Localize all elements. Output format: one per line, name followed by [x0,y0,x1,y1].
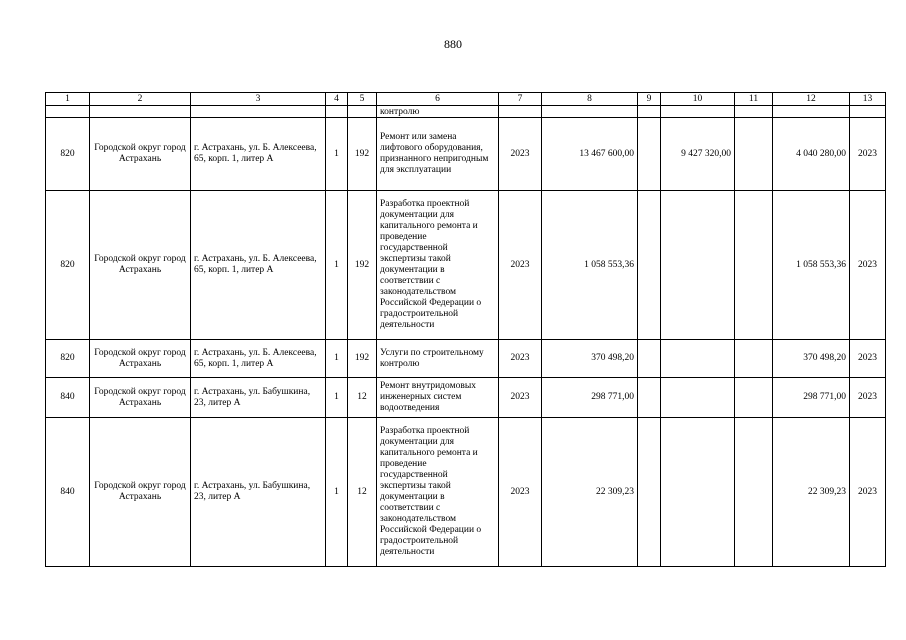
year: 2023 [499,340,542,378]
column-header: 1 [46,93,90,106]
row-number: 840 [46,418,90,567]
column-header: 10 [661,93,735,106]
col-10 [661,340,735,378]
col-4: 1 [326,118,348,191]
col-9 [638,191,661,340]
completion-year: 2023 [850,191,886,340]
table-row [46,340,886,378]
total-cost: 370 498,20 [542,340,638,378]
col-4: 1 [326,340,348,378]
col-5: 192 [348,118,377,191]
address: г. Астрахань, ул. Б. Алексеева, 65, корп. 1, литер А [191,118,326,191]
col-11 [735,118,773,191]
year: 2023 [499,378,542,418]
work-type: Услуги по строительному контролю [377,340,499,378]
completion-year: 2023 [850,378,886,418]
col-12: 298 771,00 [773,378,850,418]
col-11 [735,378,773,418]
col-4: 1 [326,191,348,340]
table-row [46,118,886,191]
col-12: 370 498,20 [773,340,850,378]
col-12: 4 040 280,00 [773,118,850,191]
col-10 [661,418,735,567]
address: г. Астрахань, ул. Б. Алексеева, 65, корп. 1, литер А [191,340,326,378]
row-number: 840 [46,378,90,418]
column-header: 5 [348,93,377,106]
col-11 [735,418,773,567]
row-number: 820 [46,191,90,340]
year: 2023 [499,418,542,567]
year: 2023 [499,118,542,191]
table-row [46,191,886,340]
table-row [46,418,886,567]
municipality: Городской округ город Астрахань [90,378,191,418]
column-header: 11 [735,93,773,106]
col-5: 12 [348,378,377,418]
work-type: Разработка проектной документации для капитального ремонта и проведение государственной экспертизы такой документации в соответствии с законодательством Российской Федерации о градостроительной деятельности [377,418,499,567]
col-12: 1 058 553,36 [773,191,850,340]
table-row [46,378,886,418]
total-cost: 298 771,00 [542,378,638,418]
municipality: Городской округ город Астрахань [90,340,191,378]
column-header: 3 [191,93,326,106]
total-cost: 22 309,23 [542,418,638,567]
col-10 [661,191,735,340]
page-number: 880 [444,37,462,51]
col-12: 22 309,23 [773,418,850,567]
column-header: 12 [773,93,850,106]
col-5: 12 [348,418,377,567]
column-header: 6 [377,93,499,106]
col-9 [638,118,661,191]
completion-year: 2023 [850,418,886,567]
col-10: 9 427 320,00 [661,118,735,191]
address: г. Астрахань, ул. Б. Алексеева, 65, корп. 1, литер А [191,191,326,340]
col-5: 192 [348,191,377,340]
continuation-text: контролю [377,106,499,118]
completion-year: 2023 [850,340,886,378]
col-9 [638,378,661,418]
total-cost: 13 467 600,00 [542,118,638,191]
work-type: Ремонт внутридомовых инженерных систем водоотведения [377,378,499,418]
address: г. Астрахань, ул. Бабушкина, 23, литер А [191,418,326,567]
municipality: Городской округ город Астрахань [90,418,191,567]
municipality: Городской округ город Астрахань [90,191,191,340]
col-4: 1 [326,418,348,567]
continuation-row [46,106,886,118]
work-type: Ремонт или замена лифтового оборудования, признанного непригодным для эксплуатации [377,118,499,191]
column-header: 4 [326,93,348,106]
col-11 [735,340,773,378]
year: 2023 [499,191,542,340]
completion-year: 2023 [850,118,886,191]
total-cost: 1 058 553,36 [542,191,638,340]
col-9 [638,418,661,567]
work-type: Разработка проектной документации для капитального ремонта и проведение государственной экспертизы такой документации в соответствии с законодательством Российской Федерации о градостроительной деятельности [377,191,499,340]
program-table [45,92,886,567]
col-9 [638,340,661,378]
row-number: 820 [46,118,90,191]
col-10 [661,378,735,418]
col-4: 1 [326,378,348,418]
col-11 [735,191,773,340]
row-number: 820 [46,340,90,378]
address: г. Астрахань, ул. Бабушкина, 23, литер А [191,378,326,418]
col-5: 192 [348,340,377,378]
column-header: 2 [90,93,191,106]
column-header: 8 [542,93,638,106]
column-number-row [46,93,886,106]
column-header: 13 [850,93,886,106]
municipality: Городской округ город Астрахань [90,118,191,191]
column-header: 9 [638,93,661,106]
column-header: 7 [499,93,542,106]
